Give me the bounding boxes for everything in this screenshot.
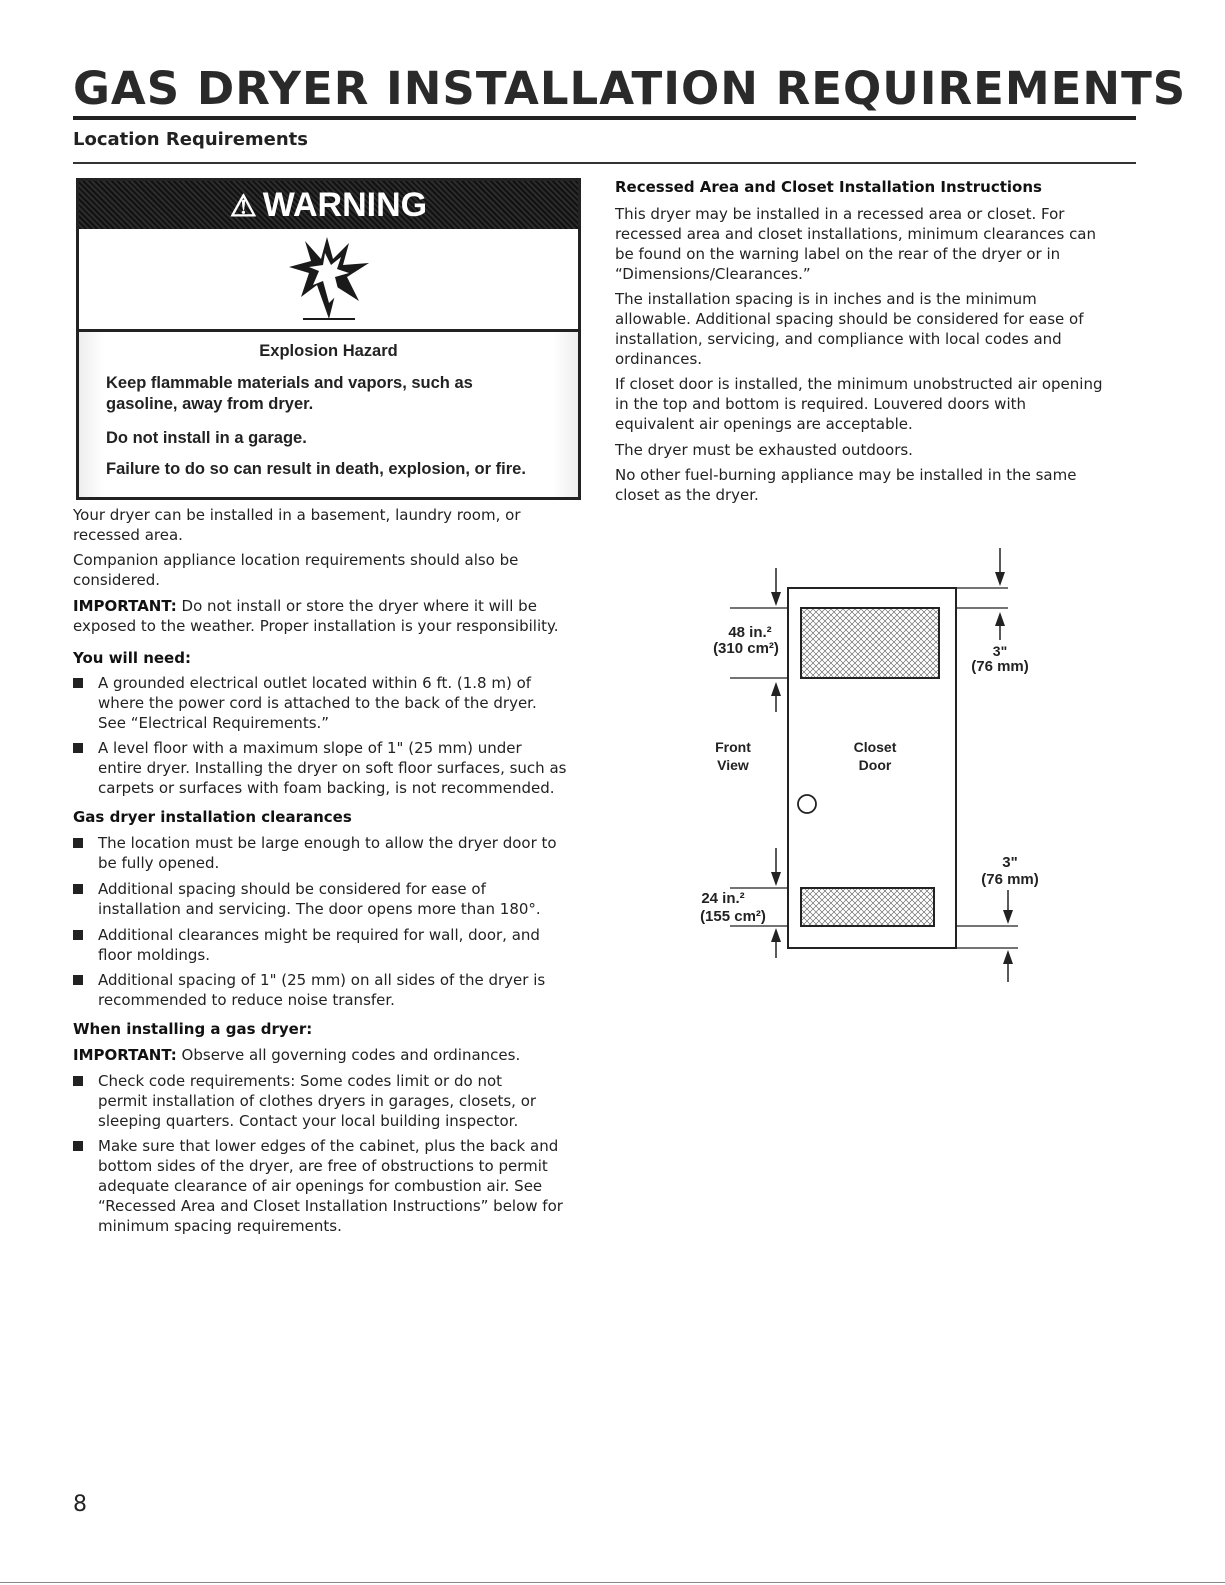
warning-text-area <box>79 332 578 497</box>
title-divider <box>73 116 1136 120</box>
recessed-paragraph-3: If closet door is installed, the minimum unobstructed air opening in the top and bottom is required. Louvered doors with equivalent air openings are acceptable. <box>615 375 1103 433</box>
bullet-square-icon <box>73 1076 83 1086</box>
closet-door-label: Closet <box>853 739 897 755</box>
important-paragraph-1 <box>73 596 573 636</box>
closet-door-label-2: Door <box>858 757 892 773</box>
when-installing-heading: When installing a gas dryer: <box>73 1020 313 1038</box>
top-vent <box>801 608 939 678</box>
bottom-vent-area-metric-label: (155 cm²) <box>700 908 766 925</box>
bullet-square-icon <box>73 678 83 688</box>
important-text: Do not install or store the dryer where it will be exposed to the weather. Proper installation is your responsibility. <box>73 597 559 635</box>
arrow-up-icon <box>771 682 781 696</box>
list-item-text: Additional spacing of 1" (25 mm) on all sides of the dryer is recommended to reduce noise transfer. <box>98 971 546 1009</box>
list-item-text: Make sure that lower edges of the cabinet, plus the back and bottom sides of the dryer, are free of obstructions to permit adequate clearance of air openings for combustion air. See “Recessed Area and Closet Installation Instructions” below for minimum spacing requirements. <box>98 1137 563 1235</box>
arrow-up-icon <box>995 612 1005 626</box>
arrow-up-icon <box>1003 950 1013 964</box>
important-paragraph-2 <box>73 1045 573 1065</box>
warning-symbol-area <box>79 229 578 332</box>
bullet-square-icon <box>73 930 83 940</box>
list-item-text: The location must be large enough to allow the dryer door to be fully opened. <box>98 834 557 872</box>
top-vent-area-metric-label: (310 cm²) <box>713 640 779 657</box>
bullet-square-icon <box>73 838 83 848</box>
page-number: 8 <box>73 1492 87 1517</box>
warning-title <box>79 186 578 225</box>
top-gap-label: 3" <box>992 643 1008 659</box>
warning-title-text: WARNING <box>262 186 428 224</box>
arrow-down-icon <box>995 572 1005 586</box>
bullet-square-icon <box>73 884 83 894</box>
list-item-text: A level floor with a maximum slope of 1" (25 mm) under entire dryer. Installing the dryer on soft floor surfaces, such as carpets or surfaces with foam backing, is not recommended. <box>98 739 567 797</box>
recessed-paragraph-1: This dryer may be installed in a recessed area or closet. For recessed area and closet installations, minimum clearances can be found on the warning label on the rear of the dryer or in “Dimensions/Clearances.” <box>615 205 1097 283</box>
arrow-up-icon <box>771 928 781 942</box>
front-view-label: Front <box>715 739 751 755</box>
warning-header <box>79 181 578 229</box>
recessed-paragraph-2: The installation spacing is in inches and is the minimum allowable. Additional spacing should be considered for ease of installation, servicing, and compliance with local codes and ordinances. <box>615 290 1084 368</box>
section-heading: Location Requirements <box>73 129 308 150</box>
intro-paragraph-2: Companion appliance location requirements should also be considered. <box>73 551 519 589</box>
arrow-down-icon <box>771 872 781 886</box>
bottom-vent-area-label: 24 in.² <box>701 890 745 907</box>
door-knob <box>798 795 816 813</box>
recessed-paragraph-5: No other fuel-burning appliance may be installed in the same closet as the dryer. <box>615 466 1077 504</box>
list-item-text: Check code requirements: Some codes limit or do not permit installation of clothes dryers in garages, closets, or sleeping quarters. Contact your local building inspector. <box>98 1072 537 1130</box>
intro-paragraph-1: Your dryer can be installed in a basement, laundry room, or recessed area. <box>73 506 521 544</box>
arrow-down-icon <box>1003 910 1013 924</box>
top-gap-metric-label: (76 mm) <box>971 658 1029 675</box>
hazard-name: Explosion Hazard <box>259 342 398 360</box>
page-title: GAS DRYER INSTALLATION REQUIREMENTS <box>73 62 1187 115</box>
explosion-icon <box>279 237 379 327</box>
top-vent-area-label: 48 in.² <box>728 624 772 641</box>
important-label: IMPORTANT: <box>73 1046 177 1064</box>
warning-triangle-icon: ⚠ <box>229 190 257 223</box>
list-item-text: Additional spacing should be considered for ease of installation and servicing. The door opens more than 180°. <box>98 880 541 918</box>
warning-line-3: Failure to do so can result in death, explosion, or fire. <box>106 460 526 478</box>
front-view-label-2: View <box>717 757 749 773</box>
warning-line-2: Do not install in a garage. <box>106 429 307 447</box>
closet-front-view-diagram <box>690 540 1050 1000</box>
bullet-square-icon <box>73 1141 83 1151</box>
page-bottom-edge <box>0 1582 1225 1583</box>
bullet-square-icon <box>73 743 83 753</box>
you-will-need-heading: You will need: <box>73 649 191 667</box>
bottom-gap-label: 3" <box>1002 854 1018 871</box>
important-text: Observe all governing codes and ordinances. <box>176 1046 521 1064</box>
section-divider <box>73 162 1136 164</box>
list-item-text: Additional clearances might be required for wall, door, and floor moldings. <box>98 926 540 964</box>
arrow-down-icon <box>771 592 781 606</box>
recessed-paragraph-4: The dryer must be exhausted outdoors. <box>615 441 913 459</box>
clearances-heading: Gas dryer installation clearances <box>73 808 352 826</box>
list-item-text: A grounded electrical outlet located within 6 ft. (1.8 m) of where the power cord is attached to the back of the dryer. See “Electrical Requirements.” <box>98 674 537 732</box>
bullet-square-icon <box>73 975 83 985</box>
recessed-area-heading: Recessed Area and Closet Installation Instructions <box>615 178 1042 196</box>
important-label: IMPORTANT: <box>73 597 177 615</box>
bottom-gap-metric-label: (76 mm) <box>981 871 1039 888</box>
warning-line-1: Keep flammable materials and vapors, such as gasoline, away from dryer. <box>106 374 473 413</box>
warning-box <box>76 178 581 500</box>
bottom-vent <box>801 888 934 926</box>
